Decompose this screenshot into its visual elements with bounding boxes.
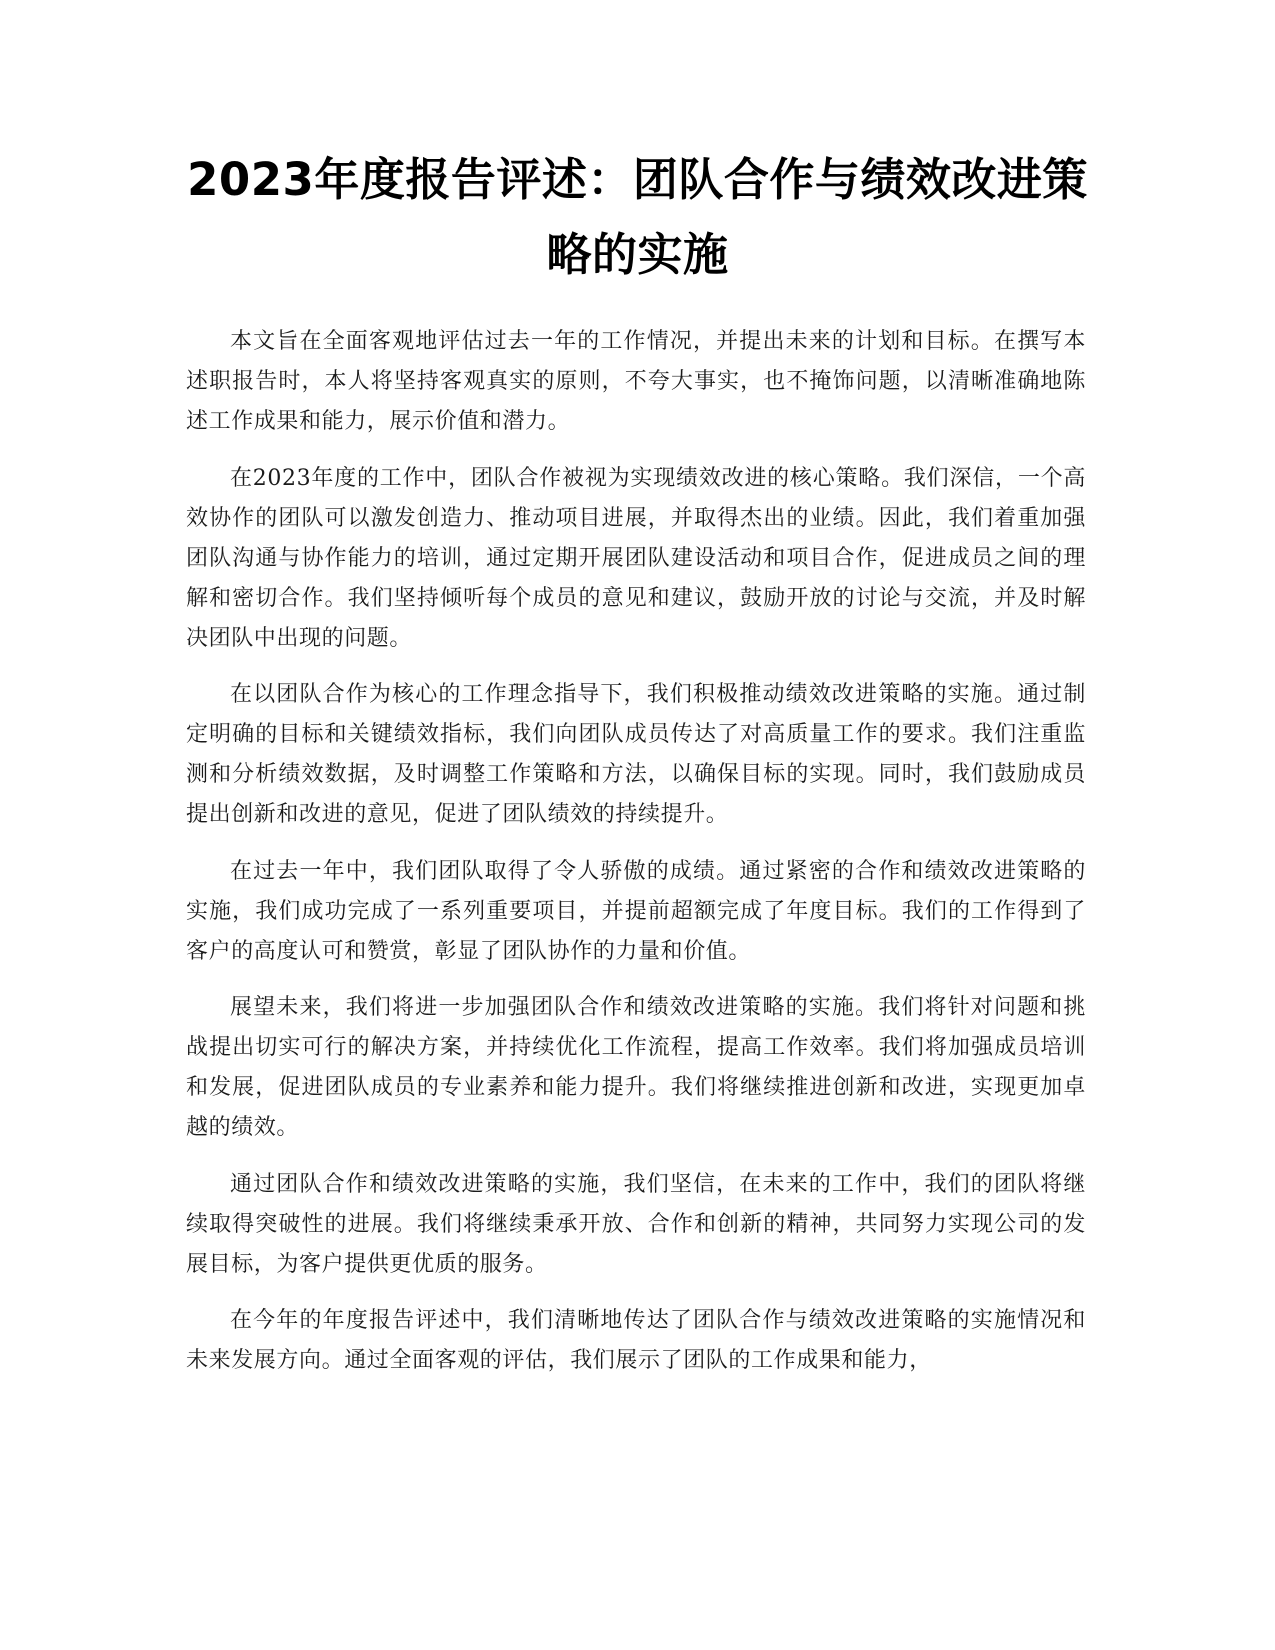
body-paragraph: 在今年的年度报告评述中，我们清晰地传达了团队合作与绩效改进策略的实施情况和未来发展方向。通过全面客观的评估，我们展示了团队的工作成果和能力， [186, 1308, 1086, 1373]
body-paragraph: 在2023年度的工作中，团队合作被视为实现绩效改进的核心策略。我们深信，一个高效协作的团队可以激发创造力、推动项目进展，并取得杰出的业绩。因此，我们着重加强团队沟通与协作能力的培训，通过定期开展团队建设活动和项目合作，促进成员之间的理解和密切合作。我们坚持倾听每个成员的意见和建议，鼓励开放的讨论与交流，并及时解决团队中出现的问题。 [186, 465, 1086, 651]
document-body [186, 322, 1086, 1398]
body-paragraph: 展望未来，我们将进一步加强团队合作和绩效改进策略的实施。我们将针对问题和挑战提出切实可行的解决方案，并持续优化工作流程，提高工作效率。我们将加强成员培训和发展，促进团队成员的专业素养和能力提升。我们将继续推进创新和改进，实现更加卓越的绩效。 [186, 995, 1086, 1140]
body-paragraph: 本文旨在全面客观地评估过去一年的工作情况，并提出未来的计划和目标。在撰写本述职报告时，本人将坚持客观真实的原则，不夸大事实，也不掩饰问题，以清晰准确地陈述工作成果和能力，展示价值和潜力。 [186, 329, 1086, 434]
document-title: 2023年度报告评述：团队合作与绩效改进策略的实施 [187, 153, 1088, 281]
body-paragraph: 在以团队合作为核心的工作理念指导下，我们积极推动绩效改进策略的实施。通过制定明确的目标和关键绩效指标，我们向团队成员传达了对高质量工作的要求。我们注重监测和分析绩效数据，及时调整工作策略和方法，以确保目标的实现。同时，我们鼓励成员提出创新和改进的意见，促进了团队绩效的持续提升。 [186, 682, 1086, 827]
body-paragraph: 在过去一年中，我们团队取得了令人骄傲的成绩。通过紧密的合作和绩效改进策略的实施，我们成功完成了一系列重要项目，并提前超额完成了年度目标。我们的工作得到了客户的高度认可和赞赏，彰显了团队协作的力量和价值。 [186, 858, 1086, 964]
body-paragraph: 通过团队合作和绩效改进策略的实施，我们坚信，在未来的工作中，我们的团队将继续取得突破性的进展。我们将继续秉承开放、合作和创新的精神，共同努力实现公司的发展目标，为客户提供更优质的服务。 [186, 1171, 1086, 1277]
